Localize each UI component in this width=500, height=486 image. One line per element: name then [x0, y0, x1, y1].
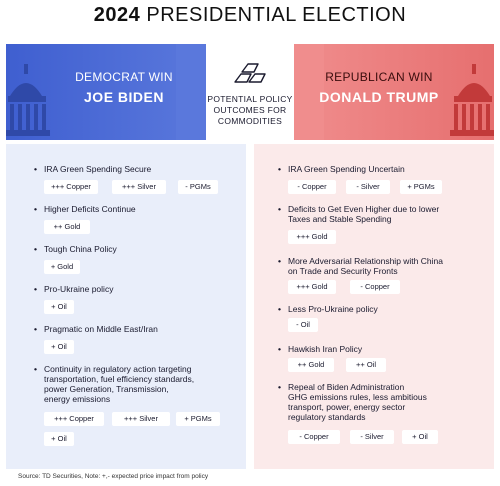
policy-text: Continuity in regulatory action targeting — [44, 364, 192, 374]
bullet-icon: • — [278, 204, 281, 214]
commodity-impact-badge: +++ Copper — [44, 180, 98, 194]
bullet-icon: • — [278, 382, 281, 392]
commodity-impact-badge: ++ Gold — [288, 358, 334, 372]
democrat-policy-item — [34, 284, 244, 294]
commodity-impact-badge: + Gold — [44, 260, 80, 274]
bullet-icon: • — [34, 164, 37, 174]
republican-candidate-name: DONALD TRUMP — [319, 89, 439, 105]
democrat-policy-item — [34, 164, 244, 174]
title-text: PRESIDENTIAL ELECTION — [146, 4, 407, 26]
republican-policy-item — [278, 382, 488, 422]
policy-text: Pro-Ukraine policy — [44, 284, 114, 294]
source-note: Source: TD Securities, Note: +,- expected price impact from policy — [18, 473, 209, 480]
republican-policy-item — [278, 256, 488, 276]
center-label-text: POTENTIAL POLICY OUTCOMES FOR COMMODITIES — [207, 94, 293, 126]
republican-policy-item — [278, 344, 488, 354]
bullet-icon: • — [34, 244, 37, 254]
bullet-icon: • — [278, 164, 281, 174]
commodity-impact-badge: +++ Silver — [112, 180, 166, 194]
commodity-impact-badge: - Oil — [288, 318, 318, 332]
policy-text: Tough China Policy — [44, 244, 117, 254]
commodity-impact-badge: + PGMs — [176, 412, 220, 426]
center-label-box — [206, 44, 294, 140]
policy-text: power Generation, Transmission, — [44, 384, 169, 394]
commodity-impact-badge: - Silver — [350, 430, 394, 444]
commodity-impact-badge: + Oil — [402, 430, 438, 444]
policy-text: regulatory standards — [288, 412, 366, 422]
commodity-impact-badge: + Oil — [44, 340, 74, 354]
democrat-policy-item — [34, 364, 244, 404]
democrat-candidate-name: JOE BIDEN — [84, 89, 164, 105]
commodity-impact-badge: - Copper — [288, 180, 336, 194]
commodity-impact-badge: + PGMs — [400, 180, 442, 194]
commodity-impact-badge: - Copper — [350, 280, 400, 294]
commodity-impact-badge: +++ Copper — [44, 412, 104, 426]
democrat-candidate — [54, 70, 194, 105]
header-banner — [6, 44, 494, 140]
policy-text: IRA Green Spending Secure — [44, 164, 152, 174]
democrat-win-label: DEMOCRAT WIN — [75, 70, 173, 84]
bullet-icon: • — [278, 304, 281, 314]
policy-text: Pragmatic on Middle East/Iran — [44, 324, 158, 334]
commodity-impact-badge: + Oil — [44, 432, 74, 446]
commodity-impact-badge: ++ Oil — [346, 358, 386, 372]
policy-text: Repeal of Biden Administration — [288, 382, 405, 392]
bullet-icon: • — [278, 256, 281, 266]
commodity-impact-badge: +++ Gold — [288, 230, 336, 244]
capitol-left-icon — [6, 62, 50, 140]
policy-text: Deficits to Get Even Higher due to lower — [288, 204, 440, 214]
policy-text: GHG emissions rules, less ambitious — [288, 392, 427, 402]
policy-text: energy emissions — [44, 394, 111, 404]
commodity-impact-badge: - PGMs — [178, 180, 218, 194]
commodity-impact-badge: +++ Gold — [288, 280, 336, 294]
title-year: 2024 — [93, 4, 141, 26]
democrat-policy-item — [34, 244, 244, 254]
policy-text: Less Pro-Ukraine policy — [288, 304, 378, 314]
bullet-icon: • — [34, 364, 37, 374]
commodity-impact-badge: ++ Gold — [44, 220, 90, 234]
bullet-icon: • — [34, 204, 37, 214]
republican-policy-item — [278, 204, 488, 224]
commodity-impact-badge: + Oil — [44, 300, 74, 314]
policy-text: More Adversarial Relationship with China — [288, 256, 443, 266]
commodity-impact-badge: - Silver — [346, 180, 390, 194]
commodity-impact-badge: +++ Silver — [112, 412, 170, 426]
policy-text: Higher Deficits Continue — [44, 204, 136, 214]
democrat-policy-item — [34, 204, 244, 214]
policy-text: transportation, fuel efficiency standards, — [44, 374, 195, 384]
policy-text: IRA Green Spending Uncertain — [288, 164, 405, 174]
republican-policy-item — [278, 164, 488, 174]
republican-win-label: REPUBLICAN WIN — [325, 70, 433, 84]
policy-text: on Trade and Security Fronts — [288, 266, 398, 276]
page-title — [0, 4, 500, 34]
policy-text: Taxes and Stable Spending — [288, 214, 392, 224]
republican-policy-item — [278, 304, 488, 314]
democrat-policy-item — [34, 324, 244, 334]
gold-bars-icon — [232, 58, 268, 86]
policy-text: Hawkish Iran Policy — [288, 344, 363, 354]
republican-candidate — [304, 70, 454, 105]
bullet-icon: • — [278, 344, 281, 354]
capitol-right-icon — [450, 62, 494, 140]
bullet-icon: • — [34, 324, 37, 334]
commodity-impact-badge: - Copper — [288, 430, 340, 444]
bullet-icon: • — [34, 284, 37, 294]
policy-text: transport, power, energy sector — [288, 402, 406, 412]
